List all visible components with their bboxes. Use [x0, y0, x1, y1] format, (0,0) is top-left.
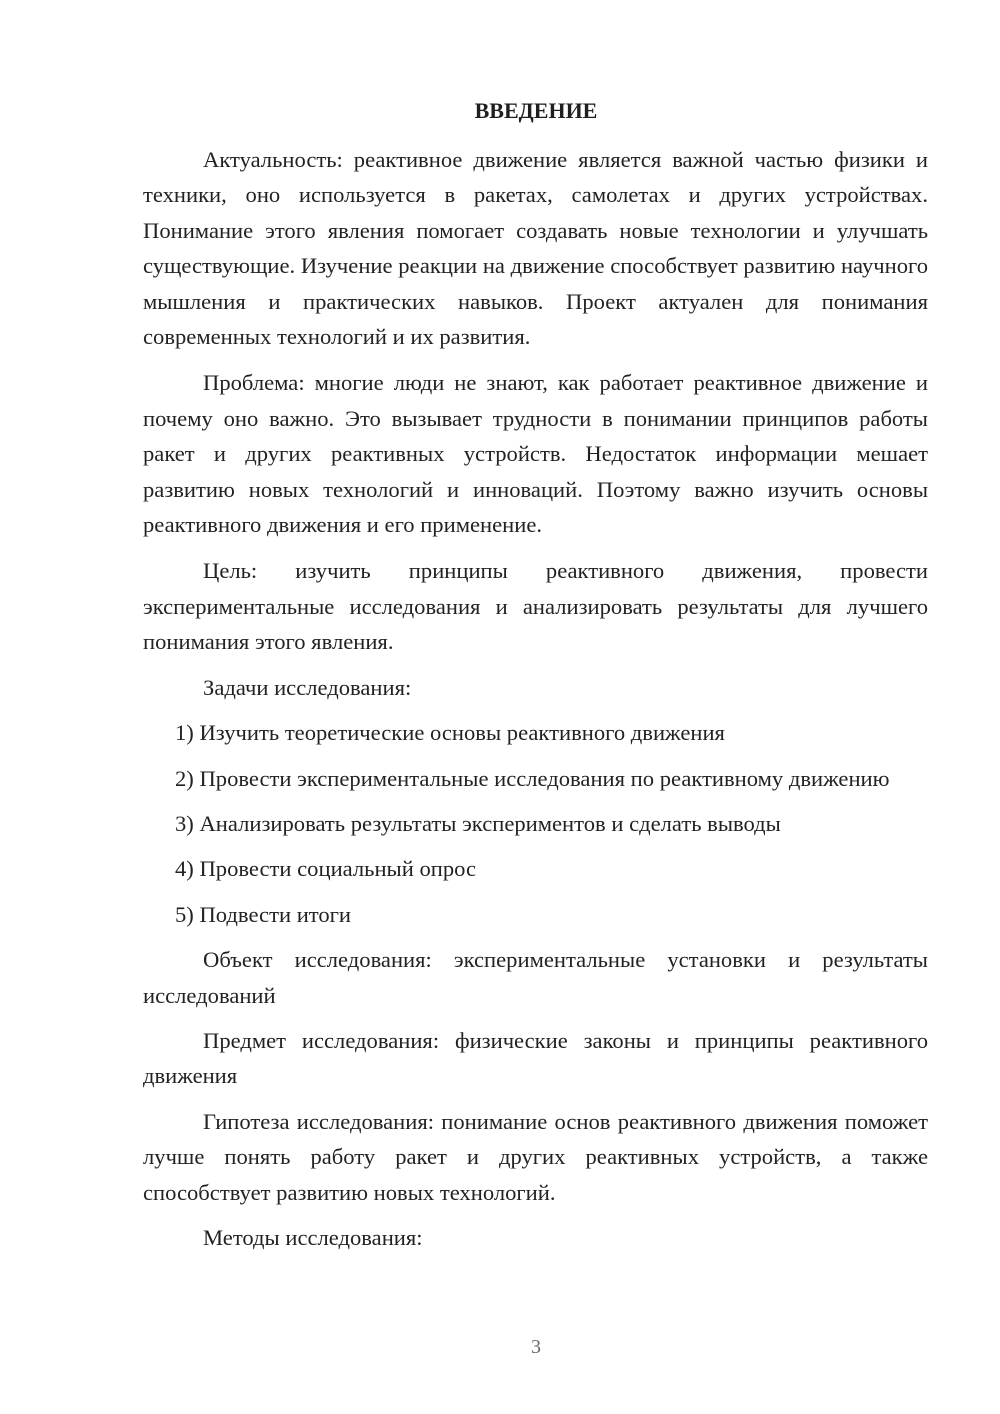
task-item-5: 5) Подвести итоги	[175, 901, 352, 927]
page-number: 3	[531, 1336, 541, 1358]
paragraph-relevance: Актуальность: реактивное движение является важной частью физики и техники, оно используется в ракетах, самолетах и других устройствах. Понимание этого явления помогает создавать новые технологии и улучшать существующие. Изучение реакции на движение способствует развитию научного мышления и практических навыков. Проект актуален для понимания современных технологий и их развития.	[143, 147, 928, 350]
task-item-3: 3) Анализировать результаты экспериментов и сделать выводы	[175, 810, 781, 836]
paragraph-object: Объект исследования: экспериментальные установки и результаты исследований	[143, 947, 928, 1008]
paragraph-methods: Методы исследования:	[203, 1224, 423, 1250]
document-body	[143, 142, 928, 1255]
paragraph-subject: Предмет исследования: физические законы и принципы реактивного движения	[143, 1027, 928, 1089]
task-item-4: 4) Провести социальный опрос	[175, 856, 477, 882]
paragraph-tasks-heading: Задачи исследования:	[203, 674, 412, 700]
paragraph-goal: Цель: изучить принципы реактивного движения, провести экспериментальные исследования и анализировать результаты для лучшего понимания этого явления.	[143, 558, 928, 655]
paragraph-problem: Проблема: многие люди не знают, как работает реактивное движение и почему оно важно. Это вызывает трудности в понимании принципов работы ракет и других реактивных устройств. Недостаток информации мешает развитию новых технологий и инноваций. Поэтому важно изучить основы реактивного движения и его применение.	[143, 370, 928, 538]
page-title: ВВЕДЕНИЕ	[474, 98, 598, 123]
task-item-1: 1) Изучить теоретические основы реактивного движения	[175, 720, 725, 746]
paragraph-hypothesis: Гипотеза исследования: понимание основ реактивного движения поможет лучше понять работу ракет и других реактивных устройств, а также способствует развитию новых технологий.	[143, 1108, 928, 1205]
task-item-2: 2) Провести экспериментальные исследования по реактивному движению	[175, 765, 890, 791]
